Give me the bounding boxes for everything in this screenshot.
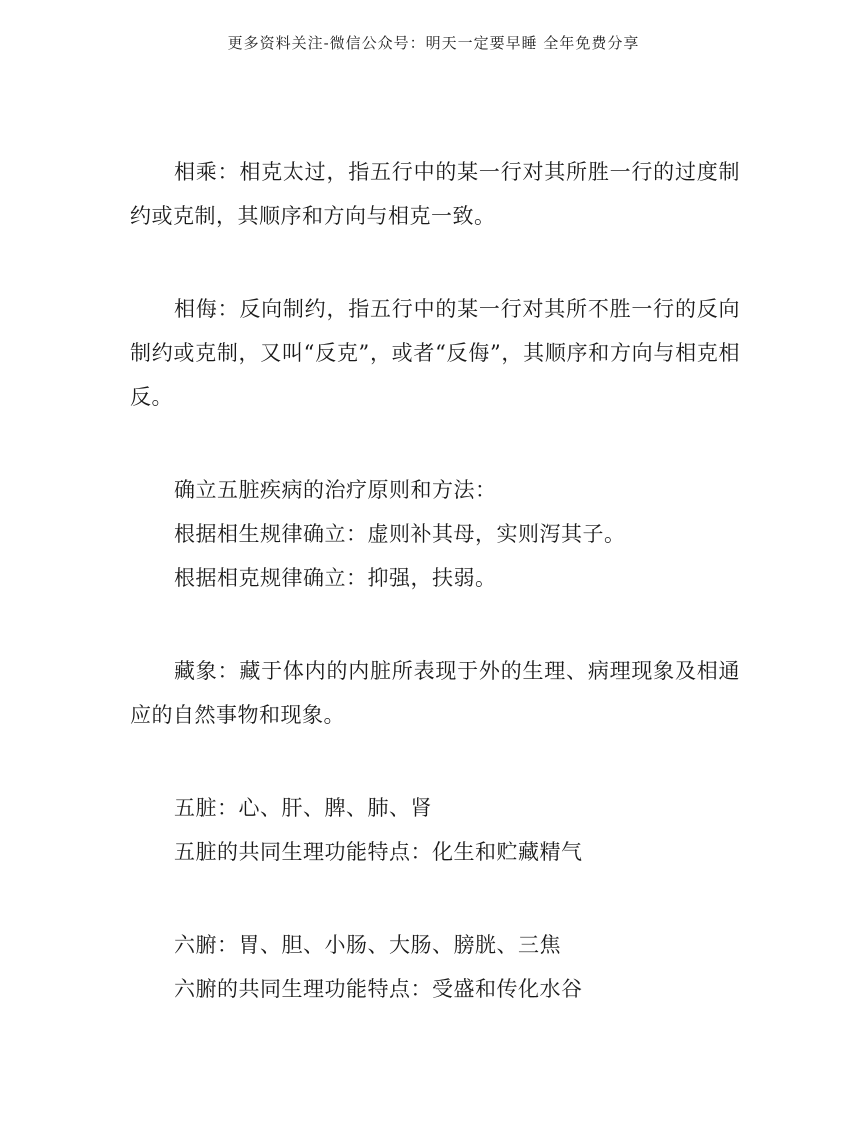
spacer	[130, 874, 740, 923]
spacer	[130, 419, 740, 468]
spacer	[130, 737, 740, 786]
spacer	[130, 238, 740, 287]
treatment-heading: 确立五脏疾病的治疗原则和方法：	[174, 478, 497, 502]
wuzang-function: 五脏的共同生理功能特点：化生和贮藏精气	[174, 840, 583, 864]
liufu-function: 六腑的共同生理功能特点：受盛和传化水谷	[174, 977, 583, 1001]
paragraph-xiangcheng: 相乘：相克太过，指五行中的某一行对其所胜一行的过度制约或克制，其顺序和方向与相克一致。	[130, 160, 740, 228]
liufu-list: 六腑：胃、胆、小肠、大肠、膀胱、三焦	[174, 933, 561, 957]
page-header: 更多资料关注-微信公众号：明天一定要早睡 全年免费分享	[227, 34, 640, 52]
treatment-line-xiangke: 根据相克规律确立：抑强，扶弱。	[174, 566, 497, 590]
paragraph-zangxiang: 藏象：藏于体内的内脏所表现于外的生理、病理现象及相通应的自然事物和现象。	[130, 659, 740, 727]
treatment-line-xiangsheng: 根据相生规律确立：虚则补其母，实则泻其子。	[174, 522, 626, 546]
wuzang-list: 五脏：心、肝、脾、肺、肾	[174, 796, 432, 820]
document-body	[130, 150, 740, 1011]
paragraph-xiangwu: 相侮：反向制约，指五行中的某一行对其所不胜一行的反向制约或克制，又叫“反克”，或者“反侮”，其顺序和方向与相克相反。	[130, 297, 740, 409]
spacer	[130, 600, 740, 649]
